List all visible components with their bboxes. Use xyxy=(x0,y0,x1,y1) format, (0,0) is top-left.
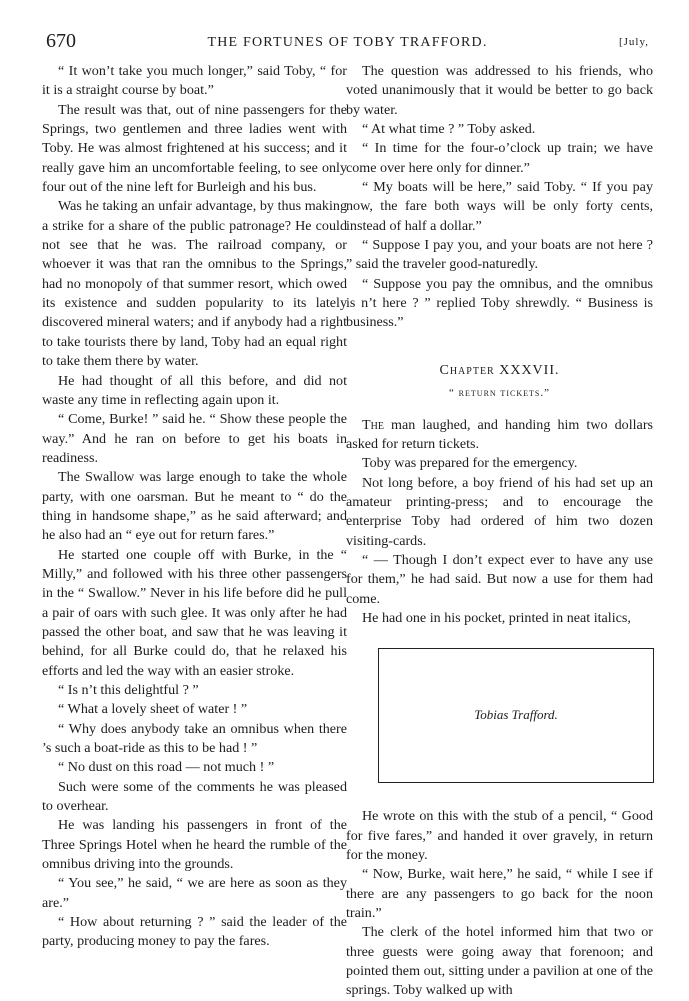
drop-word: The xyxy=(362,416,384,433)
chapter-opening-paragraph xyxy=(346,416,653,455)
paragraph: “ You see,” he said, “ we are here as soon as they are.” xyxy=(42,875,347,911)
paragraph: “ At what time ? ” Toby asked. xyxy=(362,121,536,138)
paragraph: The result was that, out of nine passengers for the Springs, two gentlemen and three ladies went with Toby. He was almost frightened at his success; and it really gave him an uncomfortable feeling, to see only four out of the nine left for Burleigh and his bus. xyxy=(42,101,347,196)
running-header xyxy=(46,30,649,56)
paragraph: “ What a lovely sheet of water ! ” xyxy=(58,701,248,718)
paragraph: “ — Though I don’t expect ever to have any use for them,” he had said. But now a use for them had come. xyxy=(346,551,653,607)
page-number: 670 xyxy=(46,30,76,52)
chapter-heading: Chapter XXXVII. xyxy=(439,362,560,378)
left-column xyxy=(42,62,347,952)
visiting-card xyxy=(378,648,654,783)
paragraph: Was he taking an unfair advantage, by thus making a strike for a share of the public patronage? He could not see that he was. The railroad company, or whoever it was that ran the omnibus to the Springs, had no monopoly of that summer resort, which owed its existence and sudden popularity to its lately discovered mineral waters; and if anybody had a right to take tourists there by land, Toby had an equal right to take them there by water. xyxy=(42,198,347,370)
paragraph: “ Now, Burke, wait here,” he said, “ while I see if there are any passengers to go back for the noon train.” xyxy=(346,866,653,921)
paragraph: Toby was prepared for the emergency. xyxy=(362,455,578,472)
paragraph: “ Suppose you pay the omnibus, and the omnibus is n’t here ? ” replied Toby shrewdly. “ Business is business.” xyxy=(346,275,653,331)
opening-text: man laughed, and handing him two dollars asked for return tickets. xyxy=(346,416,653,452)
paragraph: “ It won’t take you much longer,” said Toby, “ for it is a straight course by boat.” xyxy=(42,63,347,99)
paragraph: He started one couple off with Burke, in the “ Milly,” and followed with his three other passengers in the “ Swallow.” Never in his life before did he pull a pair of oars with such glee. It was only after he had passed the other boat, and saw that he was leaving it behind, for all Burke could do, that he relaxed his efforts and led the way with an easier stroke. xyxy=(42,546,347,679)
paragraph: “ Suppose I pay you, and your boats are not here ? ” said the traveler good-naturedly. xyxy=(346,237,653,273)
visiting-card-name: Tobias Trafford. xyxy=(474,707,558,723)
paragraph: He wrote on this with the stub of a pencil, “ Good for five fares,” and handed it over gravely, in return for the money. xyxy=(346,808,653,863)
paragraph: He was landing his passengers in front of the Three Springs Hotel when he heard the rumble of the omnibus driving into the grounds. xyxy=(42,817,347,873)
paragraph: “ My boats will be here,” said Toby. “ If you pay now, the fare both ways will be only forty cents, instead of half a dollar.” xyxy=(346,179,653,234)
paragraph: “ In time for the four-o’clock up train; we have come over here only for dinner.” xyxy=(346,140,653,176)
chapter-subheading: “ return tickets.” xyxy=(449,387,550,400)
paragraph: “ No dust on this road — not much ! ” xyxy=(58,759,275,776)
paragraph: The Swallow was large enough to take the whole party, with one oarsman. But he meant to “ do the thing in handsome shape,” as he said afterward; and he also had an “ eye out for return fares.” xyxy=(42,469,347,544)
right-column xyxy=(346,62,653,1001)
paragraph: He had one in his pocket, printed in neat italics, xyxy=(362,609,631,626)
paragraph: “ Come, Burke! ” said he. “ Show these people the way.” And he ran on before to get his boats in readiness. xyxy=(42,411,347,466)
running-title: THE FORTUNES OF TOBY TRAFFORD. xyxy=(207,35,488,50)
paragraph: “ Is n’t this delightful ? ” xyxy=(58,682,199,698)
paragraph: The clerk of the hotel informed him that two or three guests were going away that forenoon; and pointed them out, sitting under a pavilion at one of the springs. Toby walked up with xyxy=(346,924,653,999)
paragraph: Such were some of the comments he was pleased to overhear. xyxy=(42,778,347,815)
paragraph: “ Why does anybody take an omnibus when there ’s such a boat-ride as this to be had ! ” xyxy=(42,720,347,757)
paragraph: Not long before, a boy friend of his had set up an amateur printing-press; and to encourage the enterprise Toby had ordered of him two dozen visiting-cards. xyxy=(346,474,653,549)
paragraph: “ How about returning ? ” said the leader of the party, producing money to pay the fares. xyxy=(42,914,347,950)
paragraph: He had thought of all this before, and did not waste any time in reflecting again upon it. xyxy=(42,372,347,408)
paragraph: The question was addressed to his friends, who voted unanimously that it would be better to go back by water. xyxy=(346,63,653,118)
header-month: [July, xyxy=(618,36,649,48)
